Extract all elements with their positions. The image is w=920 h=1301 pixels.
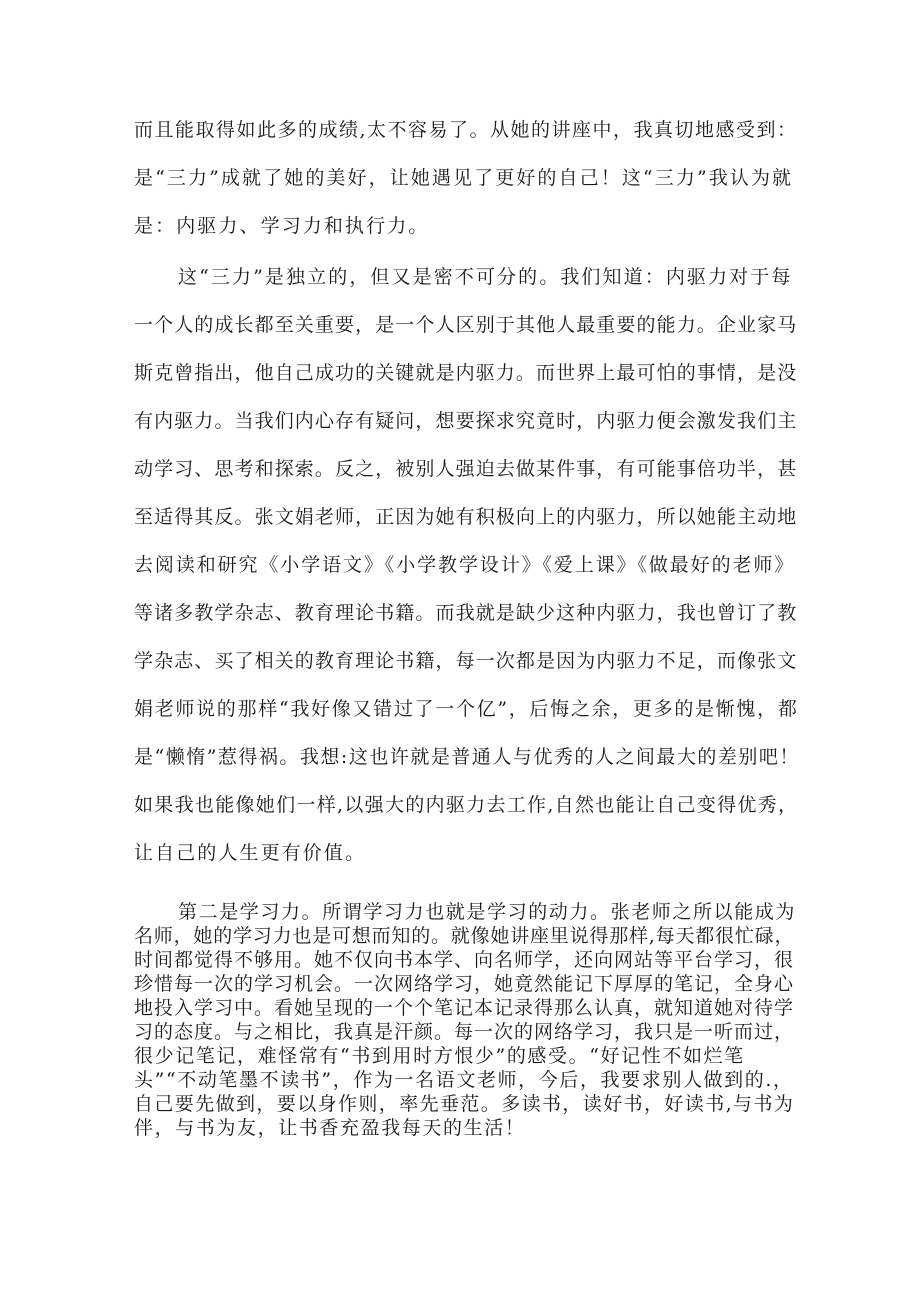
paragraph-line: 地投入学习中。看她呈现的一个个笔记本记录得那么认真，就知道她对待学 [134,997,795,1019]
paragraph-line: 珍惜每一次的学习机会。一次网络学习，她竟然能记下厚厚的笔记，全身心 [134,973,795,995]
paragraph-line: 自己要先做到，要以身作则，率先垂范。多读书，读好书，好读书,与书为 [134,1093,795,1115]
paragraph-line: 学杂志、买了相关的教育理论书籍，每一次都是因为内驱力不足，而像张文 [134,650,798,672]
paragraph-line: 等诸多教学杂志、教育理论书籍。而我就是缺少这种内驱力，我也曾订了教 [134,602,798,624]
paragraph-line: 而且能取得如此多的成绩,太不容易了。从她的讲座中，我真切地感受到： [134,119,798,141]
paragraph-line: 是：内驱力、学习力和执行力。 [134,215,430,237]
paragraph-line: 第二是学习力。所谓学习力也就是学习的动力。张老师之所以能成为 [178,901,797,923]
paragraph-line: 斯克曾指出，他自己成功的关键就是内驱力。而世界上最可怕的事情，是没 [134,362,798,384]
paragraph-line: 头”“不动笔墨不读书”，作为一名语文老师，今后，我要求别人做到的.， [134,1069,794,1091]
paragraph-line: 至适得其反。张文娟老师，正因为她有积极向上的内驱力，所以她能主动地 [134,506,798,528]
paragraph-line: 这“三力”是独立的，但又是密不可分的。我们知道：内驱力对于每 [178,266,793,288]
paragraph-line: 伴，与书为友，让书香充盈我每天的生活！ [134,1117,526,1139]
paragraph-line: 让自己的人生更有价值。 [134,842,367,864]
paragraph-line: 娟老师说的那样“我好像又错过了一个亿”，后悔之余，更多的是惭愧，都 [134,698,799,720]
paragraph-line: 很少记笔记，难怪常有“书到用时方恨少”的感受。“好记性不如烂笔 [134,1045,745,1067]
paragraph-line: 动学习、思考和探索。反之，被别人强迫去做某件事，有可能事倍功半，甚 [134,458,798,480]
paragraph-line: 是“懒惰”惹得祸。我想:这也许就是普通人与优秀的人之间最大的差别吧！ [134,746,800,768]
paragraph-line: 是“三力”成就了她的美好，让她遇见了更好的自己！这“三力”我认为就 [134,167,794,189]
paragraph-line: 习的态度。与之相比，我真是汗颜。每一次的网络学习，我只是一听而过， [134,1021,795,1043]
paragraph-line: 有内驱力。当我们内心存有疑问，想要探求究竟时，内驱力便会激发我们主 [134,410,798,432]
paragraph-line: 名师，她的学习力也是可想而知的。就像她讲座里说得那样,每天都很忙碌， [134,925,795,947]
paragraph-line: 去阅读和研究《小学语文》《小学教学设计》《爱上课》《做最好的老师》 [134,554,796,576]
paragraph-line: 如果我也能像她们一样,以强大的内驱力去工作,自然也能让自己变得优秀， [134,794,799,816]
paragraph-line: 时间都觉得不够用。她不仅向书本学、向名师学，还向网站等平台学习，很 [134,949,795,971]
paragraph-line: 一个人的成长都至关重要，是一个人区别于其他人最重要的能力。企业家马 [134,314,798,336]
